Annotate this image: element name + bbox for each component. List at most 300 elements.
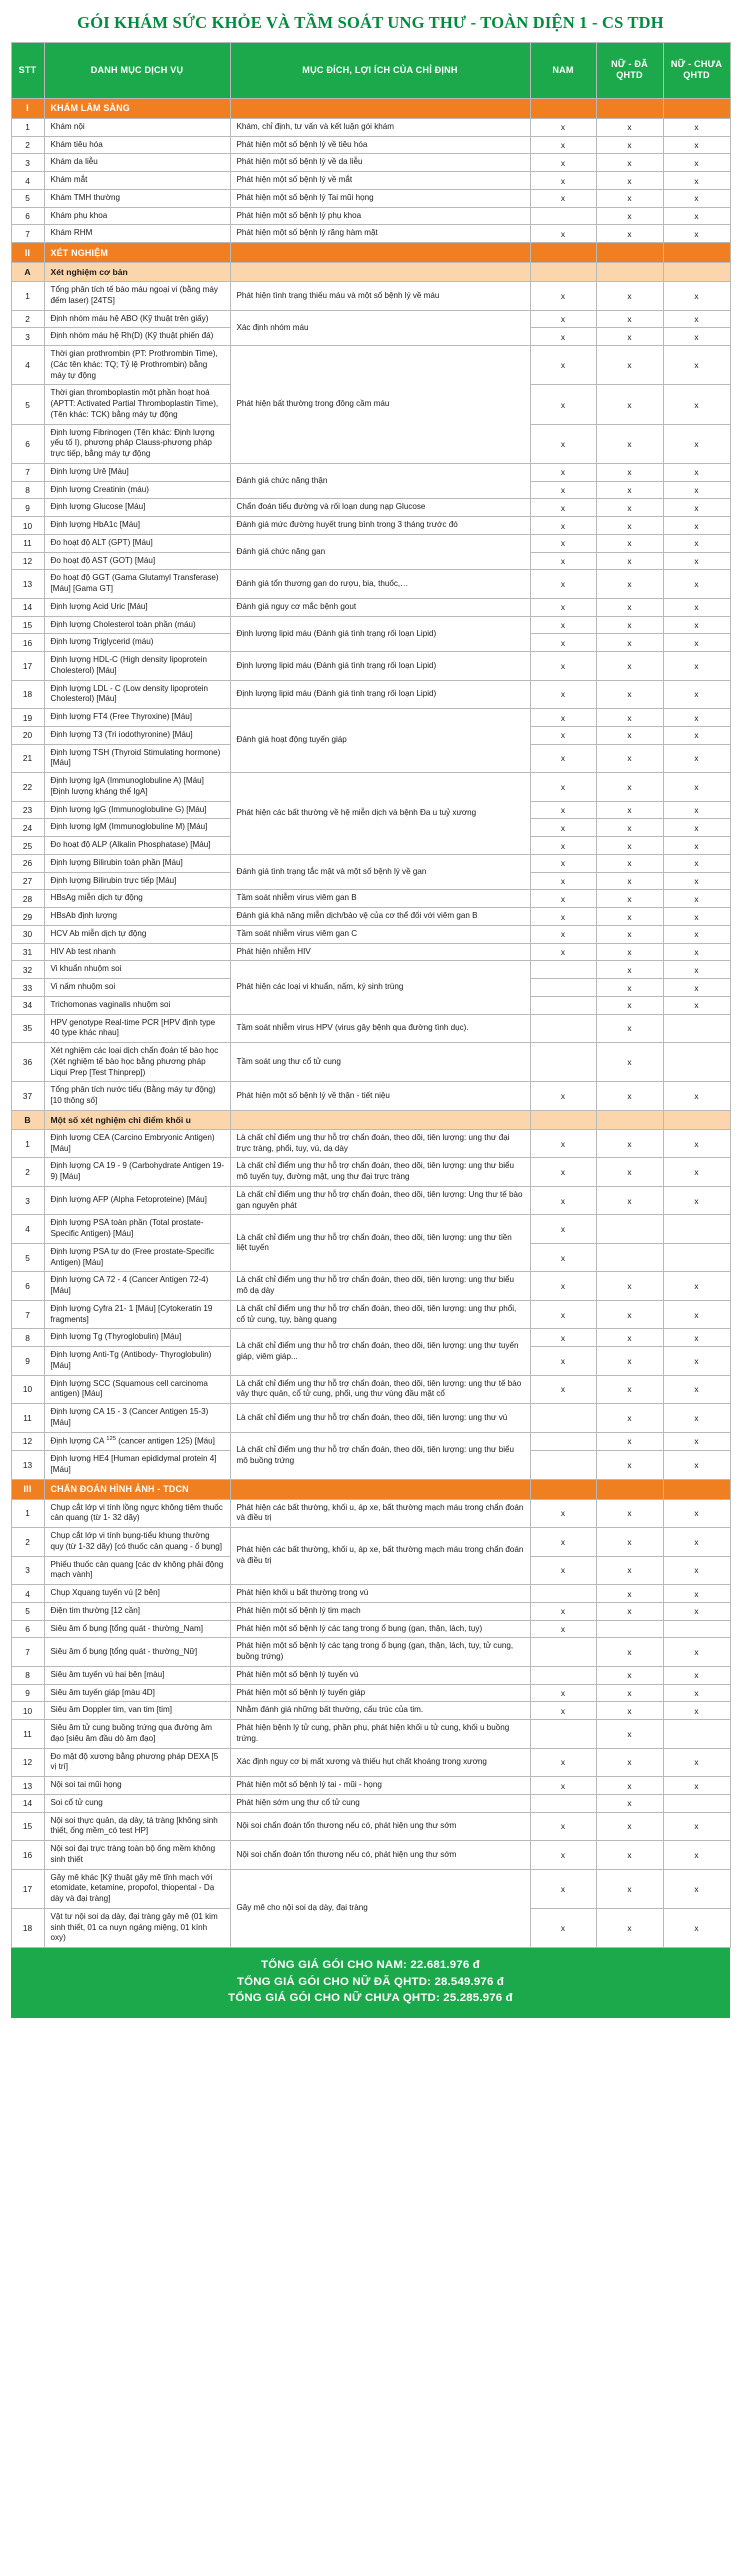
table-row: [11, 925, 730, 943]
row-index: 30: [11, 925, 44, 943]
section-numeral: I: [11, 98, 44, 118]
subsection-male-cell: [530, 1110, 596, 1129]
table-row: [11, 1794, 730, 1812]
male-mark: x: [530, 1243, 596, 1272]
male-mark: x: [530, 598, 596, 616]
service-name: HBsAg miễn dịch tự động: [44, 890, 230, 908]
row-index: 5: [11, 385, 44, 424]
section-purpose-cell: [230, 243, 530, 263]
female-no-intercourse-mark: x: [663, 310, 730, 328]
female-had-intercourse-mark: x: [596, 136, 663, 154]
table-row: [11, 282, 730, 311]
row-index: 1: [11, 118, 44, 136]
row-index: 2: [11, 136, 44, 154]
female-had-intercourse-mark: [596, 1215, 663, 1244]
female-had-intercourse-mark: x: [596, 424, 663, 463]
male-mark: x: [530, 837, 596, 855]
row-index: 3: [11, 154, 44, 172]
row-index: 34: [11, 996, 44, 1014]
service-name: Định lượng T3 (Tri iodothyronine) [Máu]: [44, 726, 230, 744]
male-mark: x: [530, 1684, 596, 1702]
service-purpose: Xác định nguy cơ bị mất xương và thiếu hụt chất khoáng trong xương: [230, 1748, 530, 1777]
female-no-intercourse-mark: x: [663, 598, 730, 616]
female-had-intercourse-mark: x: [596, 979, 663, 997]
table-row: [11, 346, 730, 385]
female-no-intercourse-mark: x: [663, 481, 730, 499]
male-mark: x: [530, 1499, 596, 1528]
female-no-intercourse-mark: x: [663, 1812, 730, 1841]
service-purpose: Đánh giá nguy cơ mắc bệnh gout: [230, 598, 530, 616]
female-had-intercourse-mark: x: [596, 819, 663, 837]
female-no-intercourse-mark: x: [663, 1638, 730, 1667]
service-name: Gây mê khác [Kỹ thuật gây mê tĩnh mạch với etomidate, ketamine, propofol, thiopental - Dạ dày và đại tràng]: [44, 1869, 230, 1908]
row-index: 4: [11, 1585, 44, 1603]
service-name: Chụp cắt lớp vi tính lồng ngực không tiêm thuốc cản quang (từ 1- 32 dãy): [44, 1499, 230, 1528]
male-mark: x: [530, 680, 596, 709]
female-no-intercourse-mark: x: [663, 634, 730, 652]
service-name: Định lượng FT4 (Free Thyroxine) [Máu]: [44, 709, 230, 727]
row-index: 17: [11, 652, 44, 681]
female-no-intercourse-mark: x: [663, 680, 730, 709]
service-purpose: Đánh giá chức năng gan: [230, 534, 530, 570]
row-index: 1: [11, 1129, 44, 1158]
male-mark: x: [530, 1812, 596, 1841]
service-purpose: Phát hiện một số bệnh lý tuyến giáp: [230, 1684, 530, 1702]
female-had-intercourse-mark: x: [596, 961, 663, 979]
female-had-intercourse-mark: x: [596, 872, 663, 890]
row-index: 7: [11, 225, 44, 243]
service-name: Định lượng IgA (Immunoglobuline A) [Máu] [Định lượng kháng thể IgA]: [44, 773, 230, 802]
service-purpose: Tầm soát nhiễm virus HPV (virus gây bệnh qua đường tình dục).: [230, 1014, 530, 1043]
female-no-intercourse-mark: x: [663, 172, 730, 190]
section-female-no-cell: [663, 243, 730, 263]
male-mark: x: [530, 1129, 596, 1158]
service-name: Phiếu thuốc cản quang [các dv không phải động mạch vành]: [44, 1556, 230, 1585]
female-had-intercourse-mark: x: [596, 854, 663, 872]
service-name: Định lượng CA 72 - 4 (Cancer Antigen 72-4) [Máu]: [44, 1272, 230, 1301]
male-mark: x: [530, 552, 596, 570]
male-mark: x: [530, 634, 596, 652]
female-had-intercourse-mark: x: [596, 1684, 663, 1702]
female-had-intercourse-mark: x: [596, 1528, 663, 1557]
female-no-intercourse-mark: x: [663, 726, 730, 744]
female-no-intercourse-mark: x: [663, 925, 730, 943]
service-name: Siêu âm Doppler tim, van tim [tim]: [44, 1702, 230, 1720]
subsection-female-had-cell: [596, 263, 663, 282]
service-name: Nội soi thực quản, dạ dày, tá tràng [không sinh thiết, ống mềm_có test HP]: [44, 1812, 230, 1841]
row-index: 3: [11, 1186, 44, 1215]
service-name: Đo hoạt độ AST (GOT) [Máu]: [44, 552, 230, 570]
service-purpose: Là chất chỉ điểm ung thư hỗ trợ chẩn đoán, theo dõi, tiên lượng: ung thư tiền liệt tuyến: [230, 1215, 530, 1272]
female-had-intercourse-mark: x: [596, 118, 663, 136]
male-mark: x: [530, 499, 596, 517]
row-index: 35: [11, 1014, 44, 1043]
male-mark: [530, 996, 596, 1014]
service-name: Định lượng Cyfra 21- 1 [Máu] [Cytokeratin 19 fragments]: [44, 1300, 230, 1329]
service-purpose: Đánh giá tổn thương gan do rượu, bia, thuốc,…: [230, 570, 530, 599]
table-row: [11, 463, 730, 481]
service-name: HIV Ab test nhanh: [44, 943, 230, 961]
service-name: Đo mật độ xương bằng phương pháp DEXA [5 vị trí]: [44, 1748, 230, 1777]
service-name: Định lượng AFP (Alpha Fetoproteine) [Máu]: [44, 1186, 230, 1215]
female-no-intercourse-mark: x: [663, 773, 730, 802]
section-female-had-cell: [596, 243, 663, 263]
male-mark: x: [530, 616, 596, 634]
table-row: [11, 773, 730, 802]
female-no-intercourse-mark: x: [663, 996, 730, 1014]
service-name: Chụp cắt lớp vi tính bụng-tiểu khung thường quy (từ 1-32 dãy) [có thuốc cản quang - ổ bụng]: [44, 1528, 230, 1557]
female-no-intercourse-mark: x: [663, 1528, 730, 1557]
male-mark: x: [530, 463, 596, 481]
male-mark: x: [530, 118, 596, 136]
service-package-table: [11, 42, 731, 1948]
table-row: [11, 1432, 730, 1450]
female-had-intercourse-mark: x: [596, 517, 663, 535]
male-mark: x: [530, 1841, 596, 1870]
male-mark: x: [530, 310, 596, 328]
female-had-intercourse-mark: x: [596, 744, 663, 773]
male-mark: x: [530, 1329, 596, 1347]
total-price-female-no-intercourse: TỔNG GIÁ GÓI CHO NỮ CHƯA QHTD: 25.285.976 đ: [228, 1992, 513, 2005]
female-had-intercourse-mark: x: [596, 1300, 663, 1329]
female-no-intercourse-mark: x: [663, 207, 730, 225]
service-name: Định lượng HbA1c [Máu]: [44, 517, 230, 535]
row-index: 10: [11, 517, 44, 535]
service-purpose: Phát hiện khối u bất thường trong vú: [230, 1585, 530, 1603]
female-no-intercourse-mark: x: [663, 1777, 730, 1795]
female-had-intercourse-mark: x: [596, 1777, 663, 1795]
table-body: [11, 98, 730, 1947]
row-index: 11: [11, 534, 44, 552]
female-had-intercourse-mark: x: [596, 1186, 663, 1215]
female-had-intercourse-mark: x: [596, 154, 663, 172]
row-index: 26: [11, 854, 44, 872]
row-index: 21: [11, 744, 44, 773]
service-purpose: Là chất chỉ điểm ung thư hỗ trợ chẩn đoán, theo dõi, tiên lượng: ung thư biểu mô buồng trứng: [230, 1432, 530, 1479]
female-no-intercourse-mark: x: [663, 1329, 730, 1347]
male-mark: x: [530, 1602, 596, 1620]
male-mark: x: [530, 424, 596, 463]
row-index: 5: [11, 1243, 44, 1272]
male-mark: x: [530, 1748, 596, 1777]
service-name: Định lượng IgG (Immunoglobuline G) [Máu]: [44, 801, 230, 819]
table-row: [11, 652, 730, 681]
male-mark: [530, 1043, 596, 1082]
service-purpose: Định lượng lipid máu (Đánh giá tình trạng rối loạn Lipid): [230, 616, 530, 652]
female-had-intercourse-mark: x: [596, 1720, 663, 1749]
service-purpose: Tầm soát ung thư cổ tử cung: [230, 1043, 530, 1082]
service-name: Định lượng CA 19 - 9 (Carbohydrate Antigen 19-9) [Máu]: [44, 1158, 230, 1187]
female-had-intercourse-mark: x: [596, 1748, 663, 1777]
service-purpose: Phát hiện các loại vi khuẩn, nấm, ký sinh trùng: [230, 961, 530, 1014]
female-had-intercourse-mark: x: [596, 534, 663, 552]
service-purpose: Phát hiện các bất thường, khối u, áp xe, bất thường mạch máu trong chẩn đoán và điều trị: [230, 1499, 530, 1528]
table-row: [11, 1272, 730, 1301]
service-purpose: Xác định nhóm máu: [230, 310, 530, 346]
column-header-service-name: DANH MỤC DỊCH VỤ: [44, 42, 230, 98]
female-had-intercourse-mark: x: [596, 709, 663, 727]
service-name: Định lượng CA $^{125}$ (cancer antigen 125) [Máu]: [44, 1432, 230, 1450]
female-no-intercourse-mark: x: [663, 1300, 730, 1329]
service-name: HPV genotype Real-time PCR [HPV định type 40 type khác nhau]: [44, 1014, 230, 1043]
female-no-intercourse-mark: x: [663, 1499, 730, 1528]
totals-banner: [11, 1948, 730, 2018]
female-no-intercourse-mark: [663, 1620, 730, 1638]
female-had-intercourse-mark: x: [596, 680, 663, 709]
female-had-intercourse-mark: x: [596, 1158, 663, 1187]
service-purpose: Định lượng lipid máu (Đánh giá tình trạng rối loạn Lipid): [230, 680, 530, 709]
service-purpose: Là chất chỉ điểm ung thư hỗ trợ chẩn đoán, theo dõi, tiên lượng: ung thư tế bào vảy thực quản, cổ tử cung, phổi, ung thư vùng đầu mặt cổ: [230, 1375, 530, 1404]
table-row: [11, 570, 730, 599]
table-row: [11, 118, 730, 136]
table-row: [11, 1720, 730, 1749]
service-name: Khám TMH thường: [44, 189, 230, 207]
female-no-intercourse-mark: x: [663, 570, 730, 599]
male-mark: [530, 1794, 596, 1812]
service-name: HCV Ab miễn dịch tự động: [44, 925, 230, 943]
female-no-intercourse-mark: x: [663, 1347, 730, 1376]
table-row: [11, 1812, 730, 1841]
column-header-male: NAM: [530, 42, 596, 98]
table-row: [11, 680, 730, 709]
service-name: Định lượng Urê [Máu]: [44, 463, 230, 481]
service-name: Vi khuẩn nhuộm soi: [44, 961, 230, 979]
header-row: [11, 42, 730, 98]
row-index: 13: [11, 1451, 44, 1480]
service-name: Vi nấm nhuộm soi: [44, 979, 230, 997]
female-no-intercourse-mark: x: [663, 517, 730, 535]
female-had-intercourse-mark: x: [596, 1585, 663, 1603]
female-had-intercourse-mark: x: [596, 1082, 663, 1111]
female-no-intercourse-mark: x: [663, 1908, 730, 1947]
service-name: Siêu âm ổ bụng [tổng quát - thường_Nam]: [44, 1620, 230, 1638]
row-index: 2: [11, 1158, 44, 1187]
female-had-intercourse-mark: x: [596, 225, 663, 243]
female-no-intercourse-mark: x: [663, 534, 730, 552]
male-mark: x: [530, 534, 596, 552]
section-male-cell: [530, 1479, 596, 1499]
male-mark: x: [530, 570, 596, 599]
female-had-intercourse-mark: x: [596, 996, 663, 1014]
male-mark: [530, 1666, 596, 1684]
female-had-intercourse-mark: x: [596, 634, 663, 652]
row-index: 23: [11, 801, 44, 819]
male-mark: [530, 1720, 596, 1749]
row-index: 19: [11, 709, 44, 727]
section-title: XÉT NGHIỆM: [44, 243, 230, 263]
service-name: HBsAb định lượng: [44, 908, 230, 926]
table-row: [11, 1684, 730, 1702]
female-no-intercourse-mark: x: [663, 1404, 730, 1433]
row-index: 6: [11, 1272, 44, 1301]
male-mark: x: [530, 189, 596, 207]
section-female-had-cell: [596, 1479, 663, 1499]
total-price-female-had-intercourse: TỔNG GIÁ GÓI CHO NỮ ĐÃ QHTD: 28.549.976 đ: [236, 1975, 505, 1988]
service-name: Nội soi đại trực tràng toàn bộ ống mềm không sinh thiết: [44, 1841, 230, 1870]
female-no-intercourse-mark: x: [663, 801, 730, 819]
female-had-intercourse-mark: x: [596, 890, 663, 908]
section-female-no-cell: [663, 1479, 730, 1499]
service-purpose: Phát hiện một số bệnh lý Tai mũi họng: [230, 189, 530, 207]
female-no-intercourse-mark: x: [663, 1082, 730, 1111]
female-no-intercourse-mark: x: [663, 552, 730, 570]
male-mark: x: [530, 136, 596, 154]
row-index: 2: [11, 310, 44, 328]
female-had-intercourse-mark: x: [596, 463, 663, 481]
row-index: 20: [11, 726, 44, 744]
subsection-row: [11, 1110, 730, 1129]
table-row: [11, 1215, 730, 1244]
service-purpose: Phát hiện các bất thường về hệ miễn dịch và bệnh Đa u tuỷ xương: [230, 773, 530, 855]
service-name: Đo hoạt độ ALT (GPT) [Máu]: [44, 534, 230, 552]
table-row: [11, 1777, 730, 1795]
row-index: 9: [11, 499, 44, 517]
service-purpose: Là chất chỉ điểm ung thư hỗ trợ chẩn đoán, theo dõi, tiên lượng: ung thư vú: [230, 1404, 530, 1433]
table-row: [11, 1404, 730, 1433]
row-index: 1: [11, 1499, 44, 1528]
row-index: 33: [11, 979, 44, 997]
service-purpose: Gây mê cho nội soi dạ dày, đại tràng: [230, 1869, 530, 1948]
service-purpose: Là chất chỉ điểm ung thư hỗ trợ chẩn đoán, theo dõi, tiên lượng: ung thư biểu mô tuyến tụy, đường mật, ung thư đại trực tràng: [230, 1158, 530, 1187]
service-purpose: Nhằm đánh giá những bất thường, cấu trúc của tim.: [230, 1702, 530, 1720]
table-row: [11, 1841, 730, 1870]
female-had-intercourse-mark: x: [596, 1794, 663, 1812]
section-female-had-cell: [596, 98, 663, 118]
table-row: [11, 1329, 730, 1347]
row-index: 14: [11, 1794, 44, 1812]
service-name: Siêu âm tuyến vú hai bên [màu]: [44, 1666, 230, 1684]
female-had-intercourse-mark: x: [596, 346, 663, 385]
row-index: 25: [11, 837, 44, 855]
female-had-intercourse-mark: x: [596, 1556, 663, 1585]
female-no-intercourse-mark: x: [663, 154, 730, 172]
female-had-intercourse-mark: x: [596, 652, 663, 681]
service-name: Trichomonas vaginalis nhuộm soi: [44, 996, 230, 1014]
row-index: 31: [11, 943, 44, 961]
service-name: Định lượng CA 15 - 3 (Cancer Antigen 15-3) [Máu]: [44, 1404, 230, 1433]
subsection-purpose-cell: [230, 1110, 530, 1129]
male-mark: [530, 961, 596, 979]
column-header-female-no-intercourse: NỮ - CHƯA QHTD: [663, 42, 730, 98]
row-index: 10: [11, 1702, 44, 1720]
service-purpose: Chẩn đoán tiểu đường và rối loạn dung nạp Glucose: [230, 499, 530, 517]
female-no-intercourse-mark: x: [663, 1129, 730, 1158]
row-index: 8: [11, 1329, 44, 1347]
subsection-female-no-cell: [663, 263, 730, 282]
table-row: [11, 225, 730, 243]
row-index: 29: [11, 908, 44, 926]
service-purpose: Phát hiện một số bệnh lý về da liễu: [230, 154, 530, 172]
table-row: [11, 854, 730, 872]
service-purpose: Đánh giá khả năng miễn dịch/bảo vệ của cơ thể đối với viêm gan B: [230, 908, 530, 926]
female-no-intercourse-mark: x: [663, 424, 730, 463]
row-index: 17: [11, 1869, 44, 1908]
subsection-male-cell: [530, 263, 596, 282]
table-row: [11, 598, 730, 616]
service-purpose: Phát hiện một số bệnh lý về tiêu hóa: [230, 136, 530, 154]
male-mark: x: [530, 709, 596, 727]
female-had-intercourse-mark: x: [596, 1869, 663, 1908]
row-index: 14: [11, 598, 44, 616]
female-had-intercourse-mark: x: [596, 943, 663, 961]
subsection-title: Xét nghiệm cơ bản: [44, 263, 230, 282]
male-mark: [530, 207, 596, 225]
section-numeral: II: [11, 243, 44, 263]
male-mark: x: [530, 1375, 596, 1404]
service-purpose: Nội soi chẩn đoán tổn thương nếu có, phát hiện ung thư sớm: [230, 1841, 530, 1870]
female-no-intercourse-mark: x: [663, 385, 730, 424]
row-index: 11: [11, 1720, 44, 1749]
female-had-intercourse-mark: x: [596, 1014, 663, 1043]
male-mark: x: [530, 1082, 596, 1111]
male-mark: x: [530, 1869, 596, 1908]
female-no-intercourse-mark: x: [663, 1702, 730, 1720]
female-had-intercourse-mark: x: [596, 1702, 663, 1720]
service-purpose: Là chất chỉ điểm ung thư hỗ trợ chẩn đoán, theo dõi, tiên lượng: ung thư tuyến giáp, viêm giáp...: [230, 1329, 530, 1375]
service-name: Định lượng TSH (Thyroid Stimulating hormone) [Máu]: [44, 744, 230, 773]
male-mark: [530, 1638, 596, 1667]
service-name: Định lượng HE4 [Human epididymal protein 4] [Máu]: [44, 1451, 230, 1480]
section-title: CHẨN ĐOÁN HÌNH ẢNH - TDCN: [44, 1479, 230, 1499]
service-purpose: Đánh giá chức năng thận: [230, 463, 530, 499]
service-purpose: Phát hiện một số bệnh lý về mắt: [230, 172, 530, 190]
male-mark: x: [530, 773, 596, 802]
row-index: 9: [11, 1347, 44, 1376]
row-index: 13: [11, 1777, 44, 1795]
male-mark: x: [530, 652, 596, 681]
service-purpose: Phát hiện một số bệnh lý phụ khoa: [230, 207, 530, 225]
row-index: 1: [11, 282, 44, 311]
section-male-cell: [530, 243, 596, 263]
service-name: Định nhóm máu hệ Rh(D) (Kỹ thuật phiến đá): [44, 328, 230, 346]
row-index: 12: [11, 1748, 44, 1777]
row-index: 12: [11, 552, 44, 570]
service-name: Định lượng Triglycerid (máu): [44, 634, 230, 652]
female-had-intercourse-mark: x: [596, 310, 663, 328]
table-row: [11, 1300, 730, 1329]
female-had-intercourse-mark: x: [596, 726, 663, 744]
female-no-intercourse-mark: x: [663, 854, 730, 872]
female-had-intercourse-mark: x: [596, 1404, 663, 1433]
service-name: Định nhóm máu hệ ABO (Kỹ thuật trên giấy): [44, 310, 230, 328]
table-row: [11, 172, 730, 190]
male-mark: x: [530, 1702, 596, 1720]
female-no-intercourse-mark: x: [663, 872, 730, 890]
section-title: KHÁM LÂM SÀNG: [44, 98, 230, 118]
female-no-intercourse-mark: x: [663, 1602, 730, 1620]
service-purpose: Đánh giá mức đường huyết trung bình trong 3 tháng trước đó: [230, 517, 530, 535]
row-index: 6: [11, 424, 44, 463]
male-mark: x: [530, 854, 596, 872]
service-purpose: Phát hiện một số bệnh lý về thận - tiết niệu: [230, 1082, 530, 1111]
subsection-letter: A: [11, 263, 44, 282]
service-purpose: Là chất chỉ điểm ung thư hỗ trợ chẩn đoán, theo dõi, tiên lượng: ung thư biểu mô dạ dày: [230, 1272, 530, 1301]
female-no-intercourse-mark: x: [663, 1556, 730, 1585]
service-purpose: Phát hiện một số bệnh lý răng hàm mặt: [230, 225, 530, 243]
female-no-intercourse-mark: x: [663, 1158, 730, 1187]
service-name: Đo hoạt độ ALP (Alkalin Phosphatase) [Máu]: [44, 837, 230, 855]
female-no-intercourse-mark: x: [663, 837, 730, 855]
male-mark: x: [530, 282, 596, 311]
male-mark: x: [530, 908, 596, 926]
service-name: Định lượng CEA (Carcino Embryonic Antigen) [Máu]: [44, 1129, 230, 1158]
service-purpose: Là chất chỉ điểm ung thư hỗ trợ chẩn đoán, theo dõi, tiên lượng: ung thư đại trực tràng, phổi, tuy, vú, dạ dày: [230, 1129, 530, 1158]
service-purpose: Nội soi chẩn đoán tổn thương nếu có, phát hiện ung thư sớm: [230, 1812, 530, 1841]
service-name: Định lượng PSA tự do (Free prostate-Specific Antigen) [Máu]: [44, 1243, 230, 1272]
section-purpose-cell: [230, 1479, 530, 1499]
male-mark: x: [530, 1215, 596, 1244]
section-row: [11, 1479, 730, 1499]
